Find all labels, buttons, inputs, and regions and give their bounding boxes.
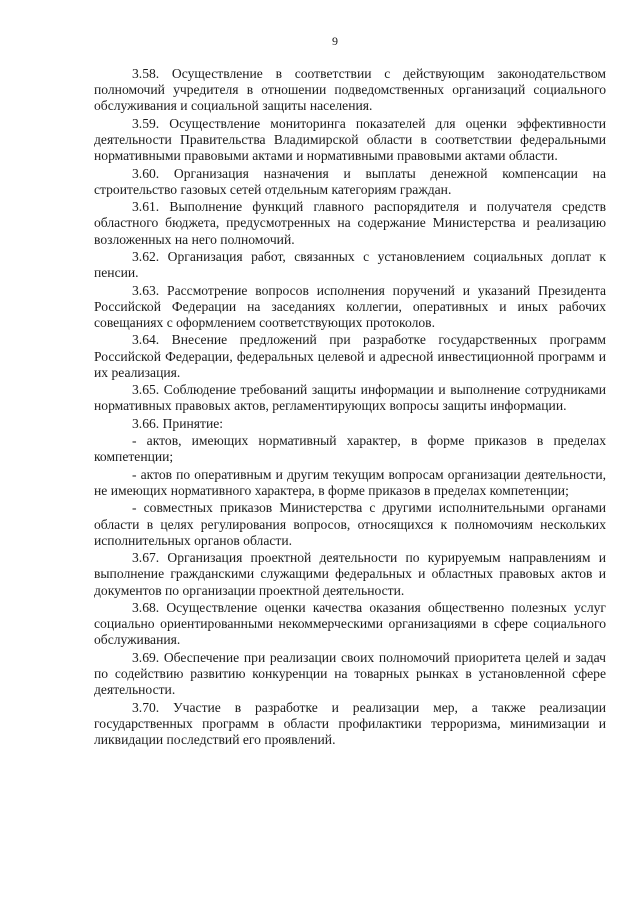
paragraph-3-60: 3.60. Организация назначения и выплаты денежной компенсации на строительство газовых сетей отдельным категориям граждан. xyxy=(94,165,606,197)
paragraph-3-61: 3.61. Выполнение функций главного распорядителя и получателя средств областного бюджета, предусмотренных на содержание Министерства и реализацию возложенных на него полномочий. xyxy=(94,199,606,247)
page-number: 9 xyxy=(332,34,338,48)
paragraph-3-67: 3.67. Организация проектной деятельности по курируемым направлениям и выполнение гражданскими служащими федеральных и областных правовых актов и документов по организации проектной деятельности. xyxy=(94,550,606,598)
paragraph-3-65: 3.65. Соблюдение требований защиты информации и выполнение сотрудниками нормативных правовых актов, регламентирующих вопросы защиты информации. xyxy=(94,382,606,414)
paragraph-3-66: 3.66. Принятие: xyxy=(132,415,224,431)
paragraph-3-70: 3.70. Участие в разработке и реализации мер, а также реализации государственных программ в области профилактики терроризма, минимизации и ликвидации последствий его проявлений. xyxy=(94,699,606,747)
paragraph-3-59: 3.59. Осуществление мониторинга показателей для оценки эффективности деятельности Правительства Владимирской области в соответствии федеральными нормативными правовыми актами и нормативными правовыми актами области. xyxy=(94,115,606,164)
paragraph-3-64: 3.64. Внесение предложений при разработке государственных программ Российской Федерации, федеральных целевой и адресной инвестиционной программ и их реализация. xyxy=(94,332,606,380)
paragraph-3-58: 3.58. Осуществление в соответствии с действующим законодательством полномочий учредителя в отношении подведомственных организаций социального обслуживания и социальной защиты населения. xyxy=(94,66,606,114)
list-item: - актов, имеющих нормативный характер, в форме приказов в пределах компетенции; xyxy=(94,433,606,465)
list-item: - совместных приказов Министерства с другими исполнительными органами области в целях регулирования вопросов, относящихся к полномочиям нескольких исполнительных органов области. xyxy=(94,500,606,548)
paragraph-3-63: 3.63. Рассмотрение вопросов исполнения поручений и указаний Президента Российской Федерации на заседаниях коллегии, оперативных и иных рабочих совещаниях с оформлением соответствующих протоколов. xyxy=(94,282,606,330)
document-body xyxy=(94,66,606,749)
paragraph-3-69: 3.69. Обеспечение при реализации своих полномочий приоритета целей и задач по содействию развитию конкуренции на товарных рынках в установленной сфере деятельности. xyxy=(94,649,606,698)
paragraph-3-62: 3.62. Организация работ, связанных с установлением социальных доплат к пенсии. xyxy=(94,248,606,281)
paragraph-3-68: 3.68. Осуществление оценки качества оказания общественно полезных услуг социально ориентированными некоммерческими организациями в сфере социального обслуживания. xyxy=(94,599,606,648)
list-item: - актов по оперативным и другим текущим вопросам организации деятельности, не имеющих нормативного характера, в форме приказов в пределах компетенции; xyxy=(94,466,606,498)
